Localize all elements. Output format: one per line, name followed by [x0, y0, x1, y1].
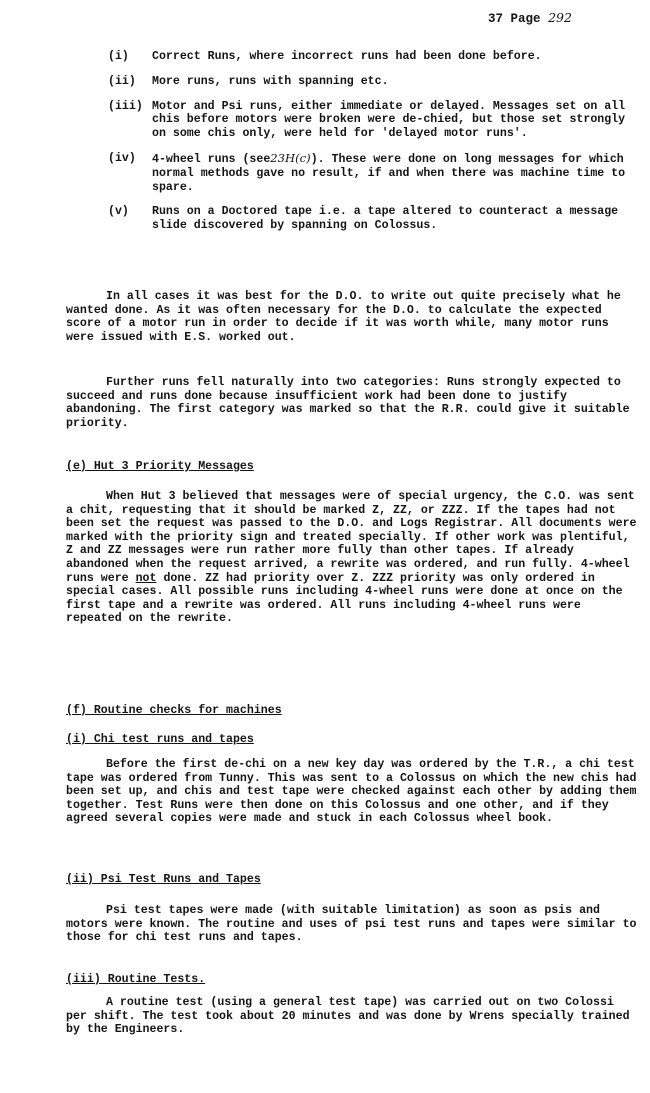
list-item-number: (iii)	[108, 99, 143, 113]
paragraph-do-instructions: In all cases it was best for the D.O. to write out quite precisely what he wanted done. As it was often necessary for the D.O. to calculate the expected score of a motor run in order to decide if it was worth while, many motor runs were issued with E.S. worked out.	[66, 290, 621, 344]
list-item-number: (iv)	[108, 151, 136, 165]
subheading-psi-test: (ii) Psi Test Runs and Tapes	[66, 873, 261, 886]
list-item-number: (ii)	[108, 74, 136, 88]
list-item	[108, 75, 638, 89]
paragraph-chi-test: Before the first de-chi on a new key day was ordered by the T.R., a chi test tape was ordered from Tunny. This was sent to a Colossus on which the new chis had been set up, and chis and test tape were checked against each other by adding them together. Test Runs were then done on this Colossus and one other, and if they agreed several copies were made and stuck in each Colossus wheel book.	[66, 758, 637, 826]
page-reference-handwritten: 292	[548, 10, 572, 25]
list-item-text: More runs, runs with spanning etc.	[152, 74, 389, 88]
section-heading-routine-checks: (f) Routine checks for machines	[66, 704, 282, 717]
section-heading-hut3: (e) Hut 3 Priority Messages	[66, 460, 254, 473]
list-item	[108, 50, 638, 64]
subheading-routine-tests: (iii) Routine Tests.	[66, 973, 206, 986]
list-item	[108, 100, 638, 141]
run-types-list	[108, 50, 638, 244]
paragraph-routine-tests: A routine test (using a general test tape) was carried out on two Colossi per shift. The test took about 20 minutes and was done by Wrens specially trained by the Engineers.	[66, 996, 630, 1037]
page-number: 37	[488, 12, 504, 26]
handwritten-reference: 23H(c)	[270, 150, 311, 165]
paragraph-run-categories: Further runs fell naturally into two categories: Runs strongly expected to succeed and runs done because insufficient work had been done to justify abandoning. The first category was marked so that the R.R. could give it suitable priority.	[66, 376, 630, 430]
list-item-text: Correct Runs, where incorrect runs had been done before.	[152, 50, 542, 63]
list-item-text: 4-wheel runs (see23H(c)). These were done on long messages for which normal methods gave no result, if and when there was machine time to spare.	[152, 150, 626, 194]
paragraph-psi-test: Psi test tapes were made (with suitable limitation) as soon as psis and motors were known. The routine and uses of psi test runs and tapes were similar to those for chi test runs and tapes.	[66, 904, 637, 945]
underlined-word: not	[135, 571, 157, 585]
subheading-chi-test: (i) Chi test runs and tapes	[66, 733, 254, 746]
list-item-number: (i)	[108, 50, 129, 63]
list-item-number: (v)	[108, 205, 129, 219]
list-item	[108, 205, 638, 233]
list-item	[108, 152, 638, 194]
paragraph-priority-messages: When Hut 3 believed that messages were of special urgency, the C.O. was sent a chit, requesting that it should be marked Z, ZZ, or ZZZ. If the tapes had not been set the request was passed to the D.O. and Logs Registrar. All documents were marked with the priority sign and treated specially. If other work was plentiful, Z and ZZ messages were run rather more fully than other tapes. If already abandoned when the request arrived, a rewrite was ordered, and run fully. 4-wheel runs were not done. ZZ had priority over Z. ZZZ priority was only ordered in special cases. All possible runs including 4-wheel runs were done at once on the first tape and a rewrite was ordered. All runs including 4-wheel runs were repeated on the rewrite.	[66, 490, 637, 626]
page-label: Page	[510, 12, 541, 26]
list-item-text: Runs on a Doctored tape i.e. a tape altered to counteract a message slide discovered by spanning on Colossus.	[152, 205, 619, 233]
list-item-text: Motor and Psi runs, either immediate or delayed. Messages set on all chis before motors were broken were de-chied, but those set strongly on some chis only, were held for 'delayed motor runs'.	[152, 99, 626, 141]
page-header	[488, 10, 572, 26]
